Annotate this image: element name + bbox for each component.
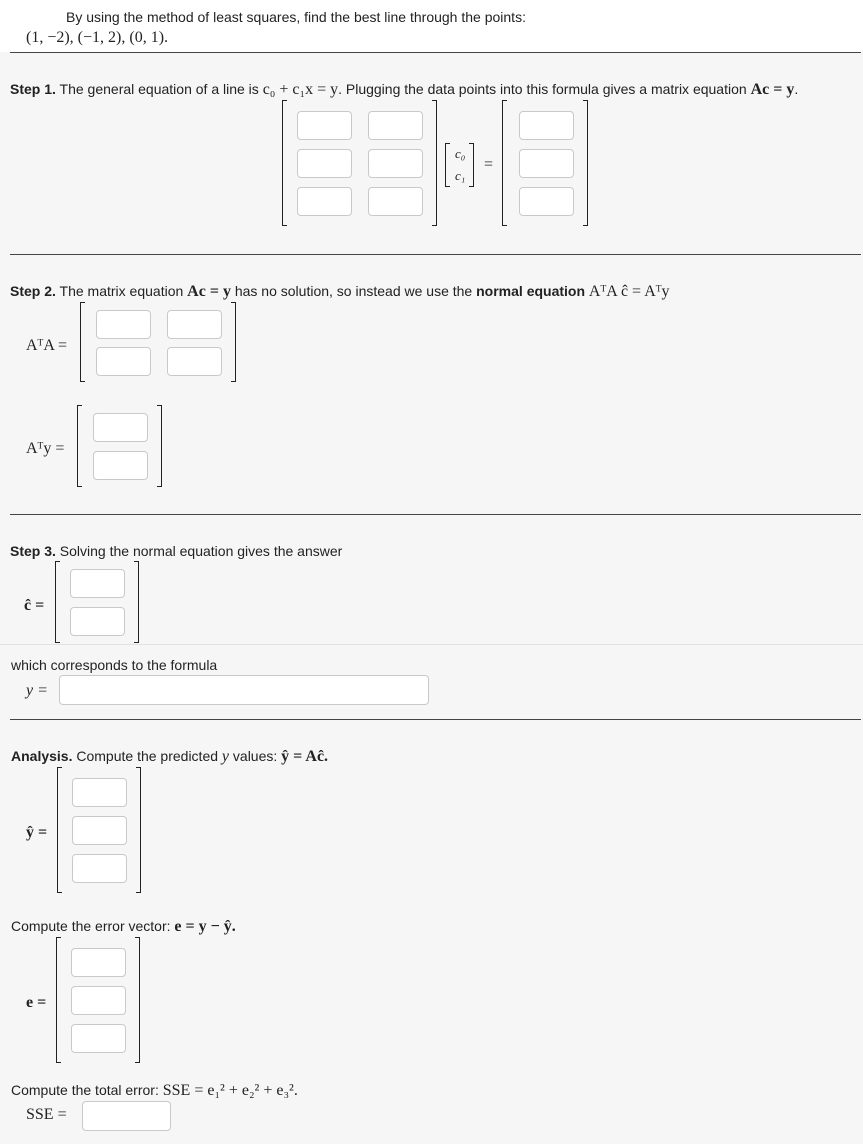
ata-r2c2-input[interactable] bbox=[167, 347, 222, 376]
y-hat-right-bracket bbox=[136, 767, 141, 893]
ata-right-bracket bbox=[231, 302, 236, 382]
vector-y-left-bracket bbox=[502, 100, 507, 226]
matrix-a-r2c1-input[interactable] bbox=[297, 149, 352, 178]
y-formula-label: y = bbox=[26, 682, 48, 699]
aty-left-bracket bbox=[77, 405, 82, 487]
aty-r1-input[interactable] bbox=[93, 413, 148, 442]
y-hat-r3-input[interactable] bbox=[72, 854, 127, 883]
aty-r2-input[interactable] bbox=[93, 451, 148, 480]
y-hat-r2-input[interactable] bbox=[72, 816, 127, 845]
matrix-a-r1c2-input[interactable] bbox=[368, 111, 423, 140]
matrix-a-r3c1-input[interactable] bbox=[297, 187, 352, 216]
problem-intro: By using the method of least squares, find the best line through the points: bbox=[66, 9, 526, 25]
c-hat-label: ĉ = bbox=[24, 597, 45, 614]
ata-r2c1-input[interactable] bbox=[96, 347, 151, 376]
e-right-bracket bbox=[135, 937, 140, 1063]
y-hat-r1-input[interactable] bbox=[72, 778, 127, 807]
divider bbox=[10, 514, 861, 515]
predicted-equation: ŷ = Aĉ. bbox=[281, 748, 329, 765]
divider bbox=[10, 254, 861, 255]
analysis-text: Analysis. Compute the predicted y values: ŷ = Aĉ. bbox=[11, 748, 329, 765]
sse-input[interactable] bbox=[82, 1101, 171, 1131]
divider bbox=[10, 719, 861, 720]
e-r3-input[interactable] bbox=[71, 1024, 126, 1053]
vector-y-right-bracket bbox=[583, 100, 588, 226]
step2-label: Step 2. bbox=[10, 283, 56, 299]
matrix-a-left-bracket bbox=[282, 100, 287, 226]
error-equation: e = y − ŷ. bbox=[174, 918, 236, 935]
y-hat-label: ŷ = bbox=[26, 824, 48, 841]
ata-left-bracket bbox=[80, 302, 85, 382]
c-hat-r2-input[interactable] bbox=[70, 607, 125, 636]
analysis-label: Analysis. bbox=[11, 748, 73, 764]
vector-c-right-bracket bbox=[469, 143, 474, 187]
matrix-equation: Ac = y bbox=[750, 81, 795, 98]
e-r2-input[interactable] bbox=[71, 986, 126, 1015]
matrix-a-right-bracket bbox=[432, 100, 437, 226]
ata-label: AᵀA = bbox=[26, 337, 68, 354]
e-label: e = bbox=[26, 994, 47, 1011]
vector-c-left-bracket bbox=[445, 143, 450, 187]
y-formula-input[interactable] bbox=[59, 675, 429, 705]
formula-text: which corresponds to the formula bbox=[11, 657, 218, 673]
step2-text: Step 2. The matrix equation Ac = y has no solution, so instead we use the normal equation AᵀA ĉ = Aᵀy bbox=[10, 283, 670, 300]
matrix-a-r3c2-input[interactable] bbox=[368, 187, 423, 216]
sse-equation: SSE = e₁² + e₂² + e₃². bbox=[162, 1082, 298, 1099]
sse-label: SSE = bbox=[26, 1106, 67, 1123]
vector-y-r1-input[interactable] bbox=[519, 111, 574, 140]
divider bbox=[10, 52, 861, 53]
normal-equation: AᵀA ĉ = Aᵀy bbox=[588, 283, 670, 300]
vector-y-r2-input[interactable] bbox=[519, 149, 574, 178]
step1-text: Step 1. The general equation of a line is c₀ + c₁x = y. Plugging the data points into this formula gives a matrix equation Ac = y. bbox=[10, 81, 799, 98]
c-hat-right-bracket bbox=[134, 561, 139, 643]
vector-c0: c₀ bbox=[455, 146, 466, 161]
section-separator bbox=[0, 644, 863, 645]
c-hat-left-bracket bbox=[55, 561, 60, 643]
e-r1-input[interactable] bbox=[71, 948, 126, 977]
ata-r1c2-input[interactable] bbox=[167, 310, 222, 339]
e-left-bracket bbox=[56, 937, 61, 1063]
step3-label: Step 3. bbox=[10, 543, 56, 559]
sse-text: Compute the total error: SSE = e₁² + e₂² + e₃². bbox=[11, 1082, 298, 1099]
matrix-a-r1c1-input[interactable] bbox=[297, 111, 352, 140]
c-hat-r1-input[interactable] bbox=[70, 569, 125, 598]
step3-text: Step 3. Solving the normal equation gives the answer bbox=[10, 543, 343, 559]
normal-equation-label: normal equation bbox=[476, 283, 586, 299]
problem-points: (1, −2), (−1, 2), (0, 1). bbox=[26, 29, 169, 46]
vector-c1: c₁ bbox=[455, 168, 466, 183]
step1-label: Step 1. bbox=[10, 81, 56, 97]
y-hat-left-bracket bbox=[57, 767, 62, 893]
aty-right-bracket bbox=[157, 405, 162, 487]
ata-r1c1-input[interactable] bbox=[96, 310, 151, 339]
equals-sign: = bbox=[484, 156, 494, 173]
vector-y-r3-input[interactable] bbox=[519, 187, 574, 216]
error-text: Compute the error vector: e = y − ŷ. bbox=[11, 918, 236, 935]
line-equation: c₀ + c₁x = y bbox=[262, 81, 339, 98]
aty-label: Aᵀy = bbox=[26, 440, 65, 457]
matrix-a-r2c2-input[interactable] bbox=[368, 149, 423, 178]
